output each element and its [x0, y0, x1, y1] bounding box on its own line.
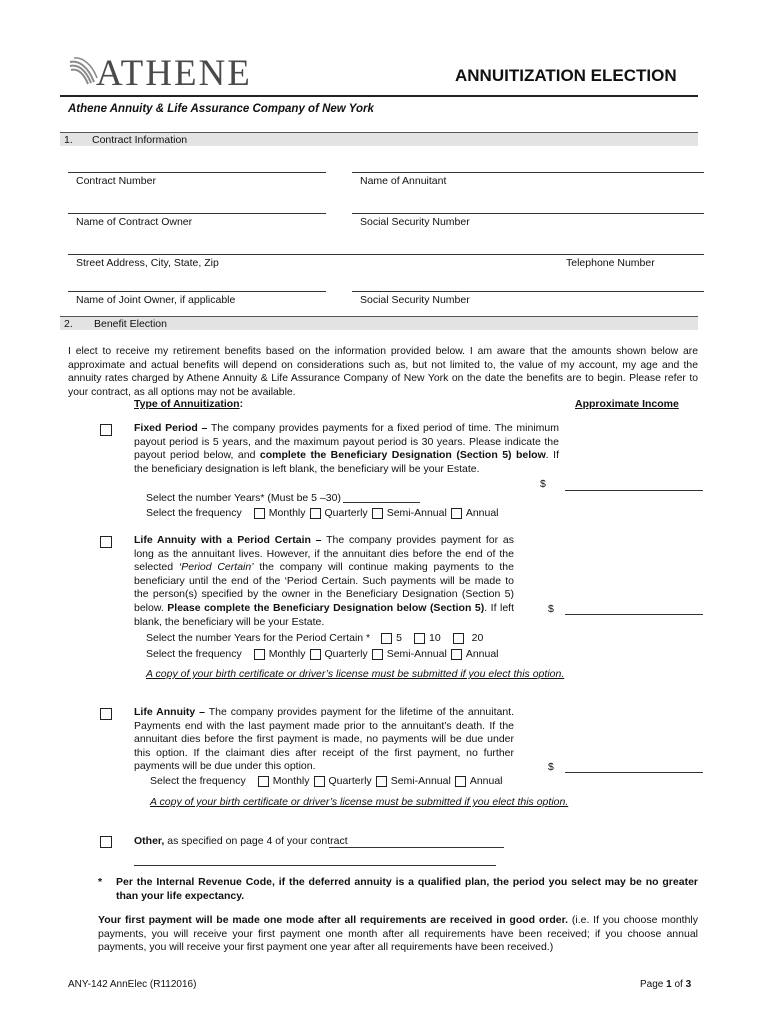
- benefit-intro: I elect to receive my retirement benefits based on the information provided below. I am aware that the amounts shown below are approximate and actual benefits will depend on considerations such as, but not limited to, the value of my account, my age and the annuity rates charged by Athene Annuity & Life Assurance Company of New York on the date the benefits are to begin. Please refer to your contract, as all options may not be available.: [68, 346, 698, 398]
- other-checkbox[interactable]: [100, 836, 112, 848]
- joint-owner-label: Name of Joint Owner, if applicable: [76, 294, 236, 306]
- life-period-annual-label: Annual: [465, 648, 499, 660]
- fixed-annual-checkbox[interactable]: [451, 508, 462, 519]
- fixed-quarterly-checkbox[interactable]: [310, 508, 321, 519]
- address-phone-field[interactable]: [68, 254, 704, 255]
- section-2-title: Benefit Election: [94, 318, 167, 330]
- fixed-annual-label: Annual: [465, 507, 499, 519]
- life-semiannual-label: Semi-Annual: [390, 775, 451, 787]
- fixed-semiannual-label: Semi-Annual: [386, 507, 447, 519]
- first-payment-note: Your first payment will be made one mode after all requirements are received in good order. (i.e. If you choose monthly payments, you will receive your first payment one month after all requirements have been received; if you choose annual payments, you will receive your first payment one year after all requirements have been received.): [98, 914, 698, 954]
- period-years-row: [146, 632, 483, 644]
- irc-asterisk: *: [98, 876, 103, 888]
- contract-number-label: Contract Number: [76, 175, 156, 187]
- fixed-frequency-row: [146, 507, 499, 519]
- company-logo: ATHENE: [96, 53, 252, 94]
- life-period-frequency-label: Select the frequency: [146, 648, 242, 660]
- life-quarterly-checkbox[interactable]: [314, 776, 325, 787]
- life-id-note: A copy of your birth certificate or driver’s license must be submitted if you elect this option.: [150, 796, 569, 808]
- life-period-semiannual-checkbox[interactable]: [372, 649, 383, 660]
- life-period-income-field[interactable]: [565, 614, 703, 615]
- life-monthly-checkbox[interactable]: [258, 776, 269, 787]
- page-number: Page 1 of 3: [640, 979, 692, 990]
- other-desc: Other, as specified on page 4 of your contract: [134, 835, 348, 847]
- contract-number-field[interactable]: [68, 172, 326, 173]
- owner-name-label: Name of Contract Owner: [76, 216, 193, 228]
- life-period-desc: Life Annuity with a Period Certain – The company provides payment for as long as the annuitant lives. However, if the annuitant dies before the end of the selected ‘Period Certain’ the company will continue making payments to the beneficiary until the end of the ‘Period Certain. Such payments will be made to the person(s) specified by the owner in the Beneficiary Designation (Section 5) below. Please complete the Beneficiary Designation below (Section 5). If left blank, the beneficiary will be your Estate.: [134, 534, 514, 628]
- joint-owner-field[interactable]: [68, 291, 326, 292]
- form-title: ANNUITIZATION ELECTION: [455, 66, 677, 85]
- address-label: Street Address, City, State, Zip: [76, 257, 219, 269]
- section-2-header: [60, 316, 698, 330]
- life-period-frequency-row: [146, 648, 499, 660]
- fixed-period-checkbox[interactable]: [100, 424, 112, 436]
- life-annual-label: Annual: [469, 775, 503, 787]
- athene-logo-icon: [68, 56, 98, 86]
- life-period-id-note: A copy of your birth certificate or driver’s license must be submitted if you elect this option.: [146, 668, 565, 680]
- fixed-monthly-label: Monthly: [268, 507, 306, 519]
- life-annual-checkbox[interactable]: [455, 776, 466, 787]
- life-quarterly-label: Quarterly: [328, 775, 372, 787]
- section-1-title: Contract Information: [92, 134, 188, 146]
- owner-ssn-field[interactable]: [352, 213, 704, 214]
- fixed-frequency-label: Select the frequency: [146, 507, 242, 519]
- life-monthly-label: Monthly: [272, 775, 310, 787]
- period-10-checkbox[interactable]: [414, 633, 425, 644]
- fixed-quarterly-label: Quarterly: [324, 507, 368, 519]
- period-20-label: 20: [471, 632, 484, 644]
- life-period-monthly-checkbox[interactable]: [254, 649, 265, 660]
- fixed-years-field[interactable]: [343, 502, 420, 503]
- life-period-quarterly-checkbox[interactable]: [310, 649, 321, 660]
- life-semiannual-checkbox[interactable]: [376, 776, 387, 787]
- section-1-number: 1.: [64, 134, 73, 146]
- life-period-quarterly-label: Quarterly: [324, 648, 368, 660]
- other-field-line-1[interactable]: [329, 847, 504, 848]
- life-frequency-row: [150, 775, 503, 787]
- owner-ssn-label: Social Security Number: [360, 216, 470, 228]
- life-frequency-label: Select the frequency: [150, 775, 246, 787]
- life-dollar-sign: $: [548, 761, 554, 773]
- header-divider: [60, 95, 698, 97]
- form-identifier: ANY-142 AnnElec (R112016): [68, 979, 197, 990]
- section-1-header: [60, 132, 698, 146]
- joint-ssn-label: Social Security Number: [360, 294, 470, 306]
- annuitant-name-label: Name of Annuitant: [360, 175, 447, 187]
- period-5-checkbox[interactable]: [381, 633, 392, 644]
- life-annuity-checkbox[interactable]: [100, 708, 112, 720]
- life-period-checkbox[interactable]: [100, 536, 112, 548]
- period-5-label: 5: [396, 632, 402, 644]
- joint-ssn-field[interactable]: [352, 291, 704, 292]
- owner-name-field[interactable]: [68, 213, 326, 214]
- irc-note: Per the Internal Revenue Code, if the deferred annuity is a qualified plan, the period you select may be no greater than your life expectancy.: [116, 876, 698, 902]
- life-period-dollar-sign: $: [548, 603, 554, 615]
- period-20-checkbox[interactable]: [453, 633, 464, 644]
- company-name: Athene Annuity & Life Assurance Company of New York: [68, 103, 374, 115]
- life-income-field[interactable]: [565, 772, 703, 773]
- fixed-dollar-sign: $: [540, 478, 546, 490]
- income-heading: Approximate Income: [575, 398, 679, 410]
- fixed-period-desc: Fixed Period – The company provides payments for a fixed period of time. The minimum payout period is 5 years, and the maximum payout period is 30 years. Please indicate the payout period below, and complete the Beneficiary Designation (Section 5) below. If the beneficiary designation is left blank, the beneficiary will be your Estate.: [134, 422, 559, 475]
- fixed-monthly-checkbox[interactable]: [254, 508, 265, 519]
- period-10-label: 10: [428, 632, 441, 644]
- life-period-monthly-label: Monthly: [268, 648, 306, 660]
- fixed-semiannual-checkbox[interactable]: [372, 508, 383, 519]
- life-annuity-desc: Life Annuity – The company provides payment for the lifetime of the annuitant. Payments end with the last payment made prior to the annuitant’s death. If the annuitant dies before the first payment is made, no payments will be due under this option. If the claimant dies after receipt of the first payment, no further payments will be due under this option.: [134, 706, 515, 773]
- annuitant-name-field[interactable]: [352, 172, 704, 173]
- fixed-years-label: Select the number Years* (Must be 5 –30): [146, 492, 341, 504]
- type-heading: Type of Annuitization:: [134, 398, 244, 410]
- life-period-semiannual-label: Semi-Annual: [386, 648, 447, 660]
- section-2-number: 2.: [64, 318, 73, 330]
- period-years-label: Select the number Years for the Period Certain *: [146, 632, 371, 644]
- fixed-income-field[interactable]: [565, 490, 703, 491]
- other-field-line-2[interactable]: [134, 865, 496, 866]
- life-period-annual-checkbox[interactable]: [451, 649, 462, 660]
- telephone-label: Telephone Number: [566, 257, 655, 269]
